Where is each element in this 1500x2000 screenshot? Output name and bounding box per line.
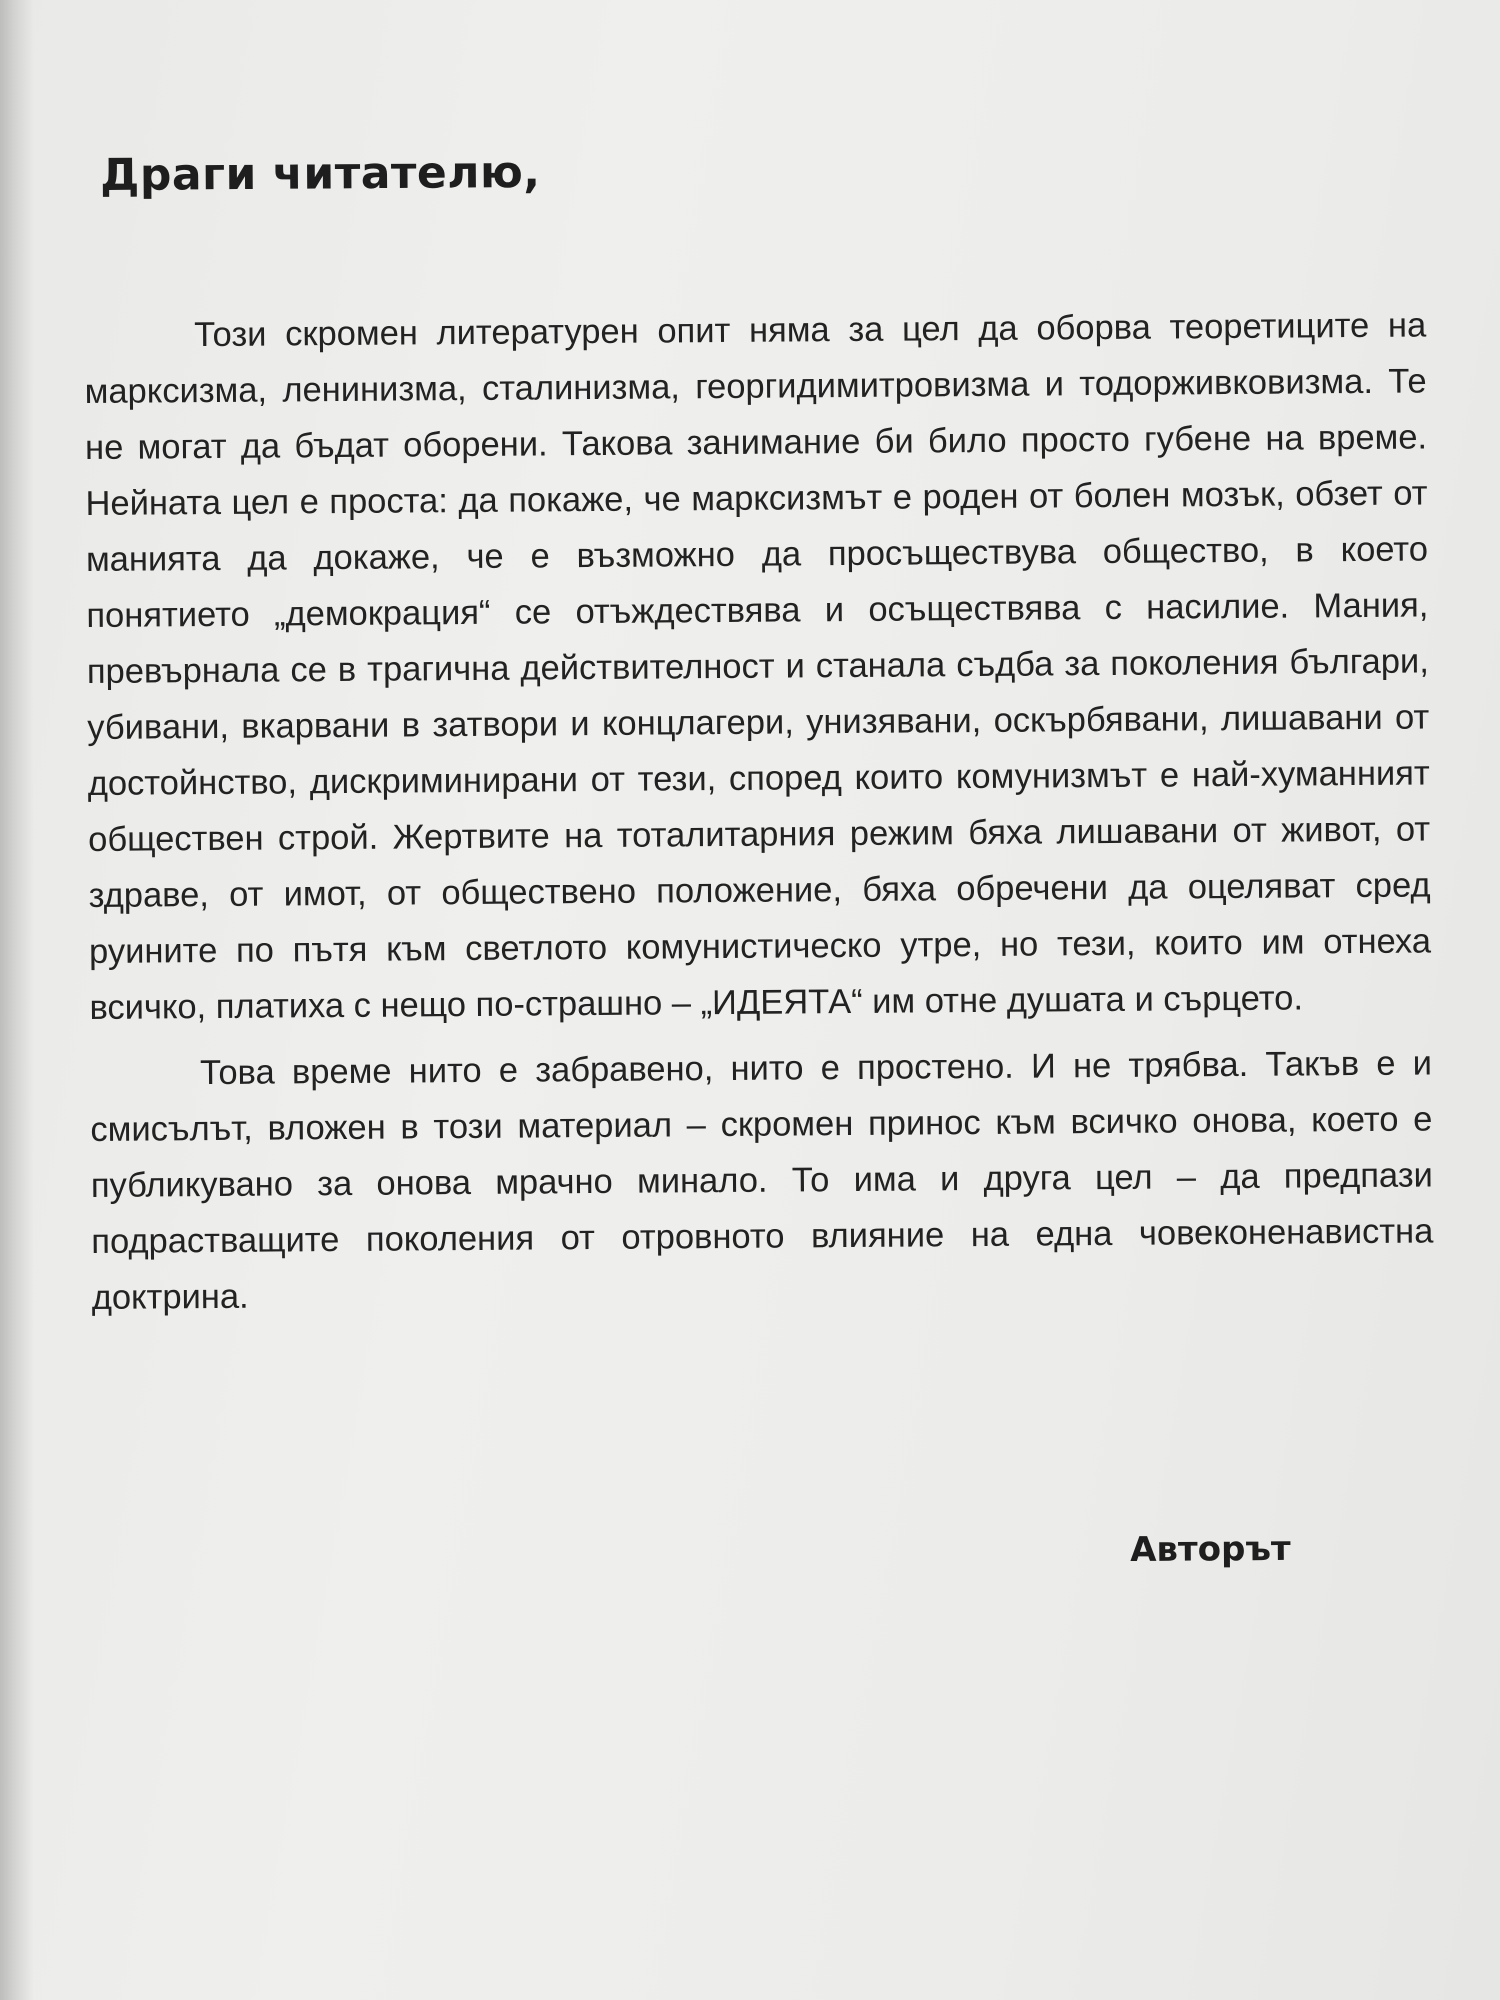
page-heading: Драги читателю, xyxy=(100,146,541,201)
body-text xyxy=(84,297,1434,1326)
paragraph-2: Това време нито е забравено, нито е простено. И не трябва. Такъв е и смисълът, вложен в този материал – скромен принос към всичко онова, което е публикувано за онова мрачно минало. То има и друга цел – да предпази подрастващите поколения от отровното влияние на една човеконенавистна доктрина. xyxy=(90,1044,1434,1317)
book-spine-shadow xyxy=(0,0,34,2000)
author-signature: Авторът xyxy=(1130,1528,1291,1570)
paragraph-1: Този скромен литературен опит няма за цел да оборва теоретиците на марксизма, ленинизма, сталинизма, георгидимитровизма и тодорживковизма. Те не могат да бъдат оборени. Такова занимание би било просто губене на време. Нейната цел е проста: да покаже, че марксизмът е роден от болен мозък, обзет от манията да докаже, че е възможно да просъществува общество, в което понятието „демокрация“ се отъждествява и осъществява с насилие. Мания, превърнала се в трагична действителност и станала съдба за поколения българи, убивани, вкарвани в затвори и концлагери, унизявани, оскърбявани, лишавани от достойнство, дискриминирани от тези, според които комунизмът е най-хуманният обществен строй. Жертвите на тоталитарния режим бяха лишавани от живот, от здраве, от имот, от обществено положение, бяха обречени да оцеляват сред руините по пътя към светлото комунистическо утре, но тези, които им отнеха всичко, платиха с нещо по-страшно – „ИДЕЯТА“ им отне душата и сърцето. xyxy=(84,306,1432,1027)
